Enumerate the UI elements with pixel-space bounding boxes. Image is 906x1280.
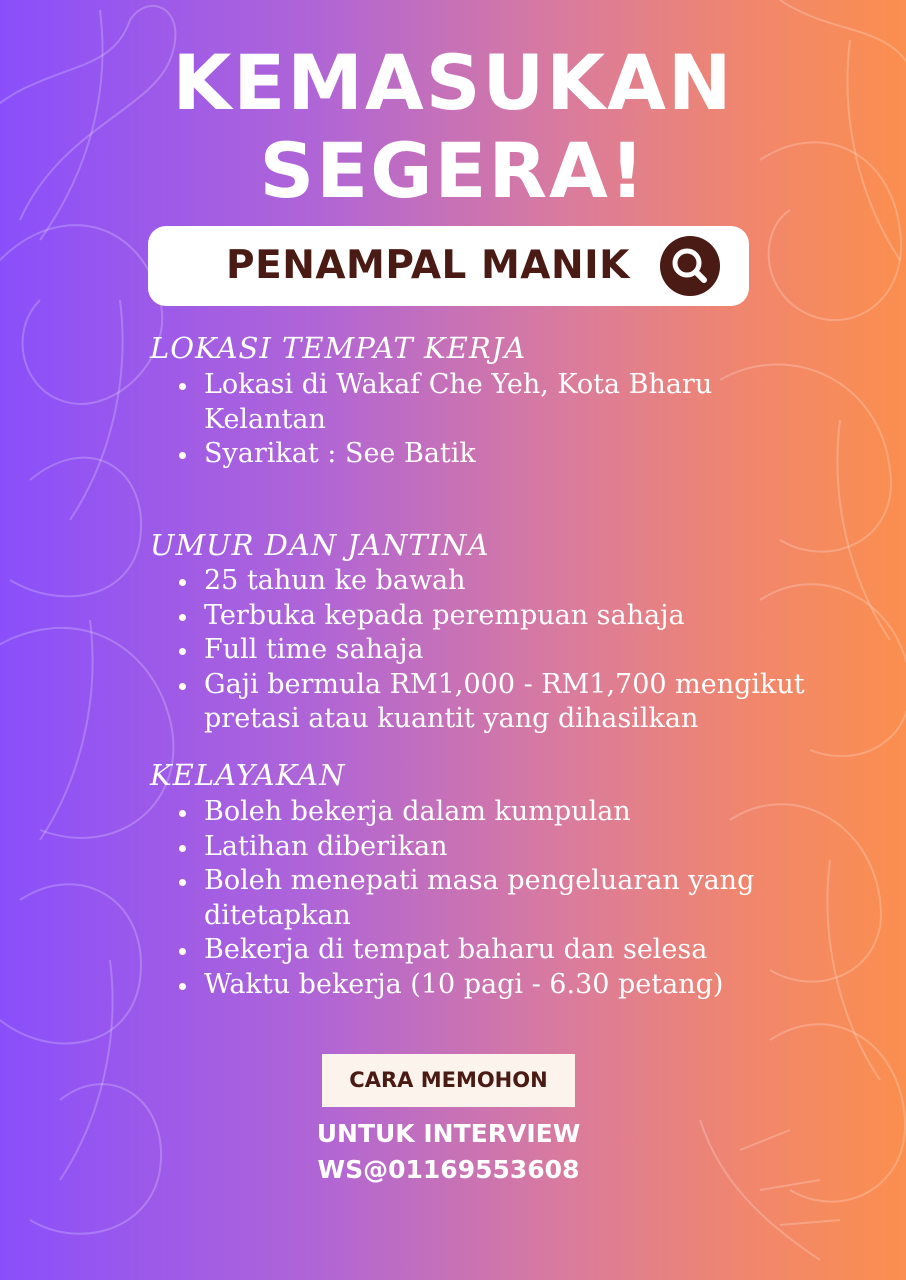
search-icon xyxy=(660,236,720,296)
list-item: Boleh bekerja dalam kumpulan xyxy=(176,795,796,830)
lokasi-list xyxy=(176,368,776,472)
contact-line-1: UNTUK INTERVIEW xyxy=(316,1119,581,1148)
section-heading-umur: UMUR DAN JANTINA xyxy=(150,528,490,562)
section-heading-lokasi: LOKASI TEMPAT KERJA xyxy=(150,331,527,365)
list-item: Latihan diberikan xyxy=(176,830,796,865)
list-item: Terbuka kepada perempuan sahaja xyxy=(176,599,866,634)
contact-phone: WS@01169553608 xyxy=(317,1155,580,1184)
list-item: 25 tahun ke bawah xyxy=(176,564,866,599)
kelayakan-list xyxy=(176,795,796,1002)
list-item: Bekerja di tempat baharu dan selesa xyxy=(176,933,796,968)
job-title-banner xyxy=(148,226,749,306)
job-title: PENAMPAL MANIK xyxy=(226,243,630,288)
list-item: Boleh menepati masa pengeluaran yang ditetapkan xyxy=(176,864,796,933)
umur-list xyxy=(176,564,866,737)
section-heading-kelayakan: KELAYAKAN xyxy=(150,758,346,792)
headline-line-2: SEGERA! xyxy=(259,126,647,215)
list-item: Syarikat : See Batik xyxy=(176,437,776,472)
cara-memohon-label: CARA MEMOHON xyxy=(322,1054,575,1107)
headline-line-1: KEMASUKAN xyxy=(172,38,734,127)
list-item: Full time sahaja xyxy=(176,633,866,668)
list-item: Waktu bekerja (10 pagi - 6.30 petang) xyxy=(176,968,796,1003)
list-item: Lokasi di Wakaf Che Yeh, Kota Bharu Kelantan xyxy=(176,368,776,437)
list-item: Gaji bermula RM1,000 - RM1,700 mengikut pretasi atau kuantit yang dihasilkan xyxy=(176,668,866,737)
